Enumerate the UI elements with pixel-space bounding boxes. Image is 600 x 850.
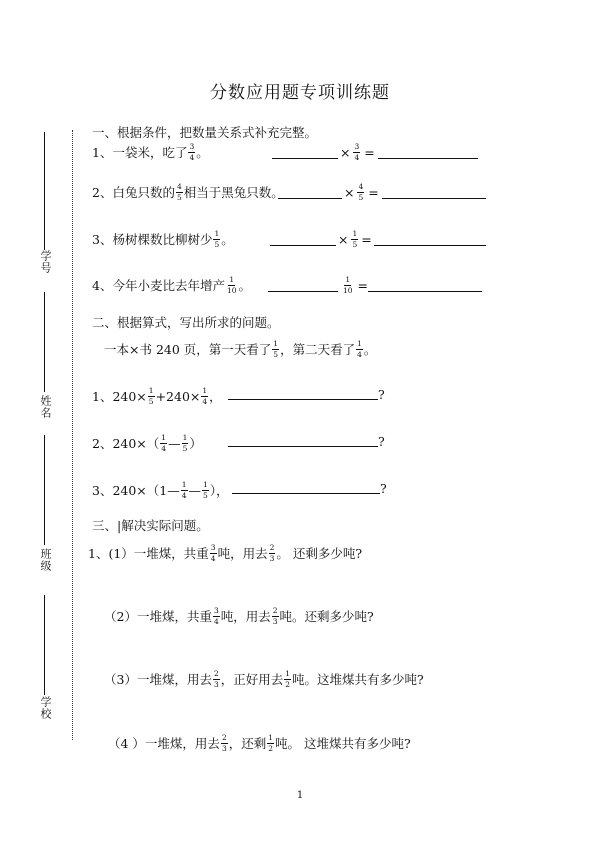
section2-item-2 <box>92 434 202 452</box>
fraction: $\frac{1}{5}$ <box>148 386 154 406</box>
answer-blank[interactable] <box>270 235 336 246</box>
expression-text: 1、240× <box>92 389 147 404</box>
fraction: 3 4 <box>210 543 216 563</box>
section3-problem-1 <box>88 544 362 562</box>
fraction: $\frac{4}{5}$ <box>358 182 364 202</box>
operator: × <box>338 231 349 247</box>
answer-blank[interactable] <box>228 436 378 447</box>
expression-text: ）， <box>209 483 229 498</box>
problem-text: ，还剩 <box>228 736 267 751</box>
operator: × <box>344 184 355 200</box>
section2-item-1 <box>92 387 222 405</box>
answer-blank[interactable] <box>228 389 378 400</box>
problem-text: 。 还剩多少吨? <box>276 546 363 561</box>
section2-item-3-answer <box>232 481 387 496</box>
section1-heading: 一、根据条件，把数量关系式补充完整。 <box>92 125 318 140</box>
fraction: 2 3 <box>213 669 219 689</box>
section3-problem-3 <box>104 670 424 688</box>
fraction: $\frac{3}{4}$ <box>354 142 360 162</box>
section3-problem-4 <box>108 734 411 752</box>
answer-blank[interactable] <box>232 483 380 494</box>
section1-item-4 <box>92 276 251 294</box>
fraction: 1 2 <box>285 669 291 689</box>
item-text: 1、一袋米，吃了 <box>92 145 188 160</box>
intro-text: ，第二天看了 <box>280 342 356 357</box>
question-mark: ? <box>378 387 385 402</box>
name-label: 姓名 <box>39 395 52 419</box>
section1-item-3 <box>92 230 234 248</box>
answer-blank[interactable] <box>374 235 486 246</box>
section1-item-1-equation <box>272 143 478 161</box>
intro-text: 一本×书 240 页，第一天看了 <box>104 342 272 357</box>
item-text: 相当于黑兔只数。 <box>183 185 284 200</box>
section3-problem-2 <box>104 607 374 625</box>
problem-text: （2）一堆煤，共重 <box>104 609 212 624</box>
expression-text: 3、240×（1— <box>92 483 180 498</box>
section1-item-2-equation <box>278 183 486 201</box>
question-mark: ? <box>378 434 385 449</box>
section3-heading: 三、|解决实际问题。 <box>92 518 209 533</box>
equals-sign: = <box>368 184 379 200</box>
item-text: 3、杨树棵数比柳树少 <box>92 232 213 247</box>
problem-text: 1、(1）一堆煤，共重 <box>88 546 209 561</box>
problem-text: 吨。 这堆煤共有多少吨? <box>275 736 411 751</box>
section1-item-2 <box>92 183 284 201</box>
class-label: 班级 <box>39 548 52 572</box>
section2-item-3 <box>92 481 229 499</box>
fraction: 3 4 <box>189 142 195 162</box>
fraction: 2 3 <box>269 543 275 563</box>
operator: × <box>340 144 351 160</box>
question-mark: ? <box>380 481 387 496</box>
answer-blank[interactable] <box>268 281 338 292</box>
fraction: $\frac{1}{4}$ <box>202 386 208 406</box>
problem-text: ，正好用去 <box>220 672 284 687</box>
answer-blank[interactable] <box>272 148 338 159</box>
answer-blank[interactable] <box>368 281 482 292</box>
expression-text: — <box>168 435 181 451</box>
equals-sign: = <box>357 277 369 293</box>
problem-text: 吨。还剩多少吨? <box>279 609 374 624</box>
item-text: 。 <box>238 278 252 293</box>
fraction: 1 2 <box>268 733 274 753</box>
problem-text: 吨，用去 <box>220 609 271 624</box>
fraction: 1 4 <box>181 480 187 500</box>
section2-intro <box>104 340 376 358</box>
fraction: $\frac{1}{5}$ <box>352 229 358 249</box>
school-label: 学校 <box>39 696 52 720</box>
binding-dotted-line <box>72 130 73 740</box>
section2-heading: 二、根据算式，写出所求的问题。 <box>92 315 280 330</box>
problem-text: 吨，用去 <box>217 546 268 561</box>
fraction: 1 10 <box>226 275 237 295</box>
section2-item-2-answer <box>228 434 385 449</box>
fraction: 1 5 <box>214 229 220 249</box>
expression-text: ， <box>209 389 222 404</box>
fraction: $\frac{1}{10}$ <box>343 275 353 295</box>
problem-text: （4 ）一堆煤，用去 <box>108 736 220 751</box>
fraction: 1 4 <box>357 339 362 359</box>
expression-text: 2、240×（ <box>92 436 160 451</box>
answer-blank[interactable] <box>278 188 342 199</box>
answer-blank[interactable] <box>382 188 486 199</box>
expression-text: +240× <box>155 388 201 404</box>
expression-text: — <box>188 482 202 498</box>
fraction: 2 3 <box>272 606 278 626</box>
student-id-line <box>44 132 45 250</box>
item-text: 。 <box>196 145 209 160</box>
problem-text: 吨。这堆煤共有多少吨? <box>292 672 424 687</box>
student-id-label: 学号 <box>39 250 52 274</box>
school-line <box>44 595 45 695</box>
fraction: 1 5 <box>203 480 208 500</box>
fraction: 4 5 <box>176 182 182 202</box>
fraction: 3 4 <box>213 606 219 626</box>
expression-text: ） <box>189 436 202 451</box>
item-text: 4、今年小麦比去年增产 <box>92 278 225 293</box>
page-title: 分数应用题专项训练题 <box>210 83 390 103</box>
page-number: 1 <box>296 790 304 801</box>
class-line <box>44 435 45 545</box>
equals-sign: = <box>364 144 375 160</box>
fraction: 1 5 <box>182 433 188 453</box>
equals-sign: = <box>361 231 372 247</box>
section1-item-3-equation <box>270 230 486 248</box>
item-text: 。 <box>221 232 234 247</box>
fraction: 2 3 <box>221 733 227 753</box>
fraction: 1 4 <box>161 433 167 453</box>
answer-blank[interactable] <box>378 148 478 159</box>
fraction: 1 5 <box>273 339 279 359</box>
item-text: 2、白兔只数的 <box>92 185 175 200</box>
intro-text: 。 <box>363 342 377 357</box>
section1-item-4-equation <box>268 276 482 294</box>
section2-item-1-answer <box>228 387 385 402</box>
name-line <box>44 292 45 392</box>
problem-text: （3）一堆煤，用去 <box>104 672 212 687</box>
